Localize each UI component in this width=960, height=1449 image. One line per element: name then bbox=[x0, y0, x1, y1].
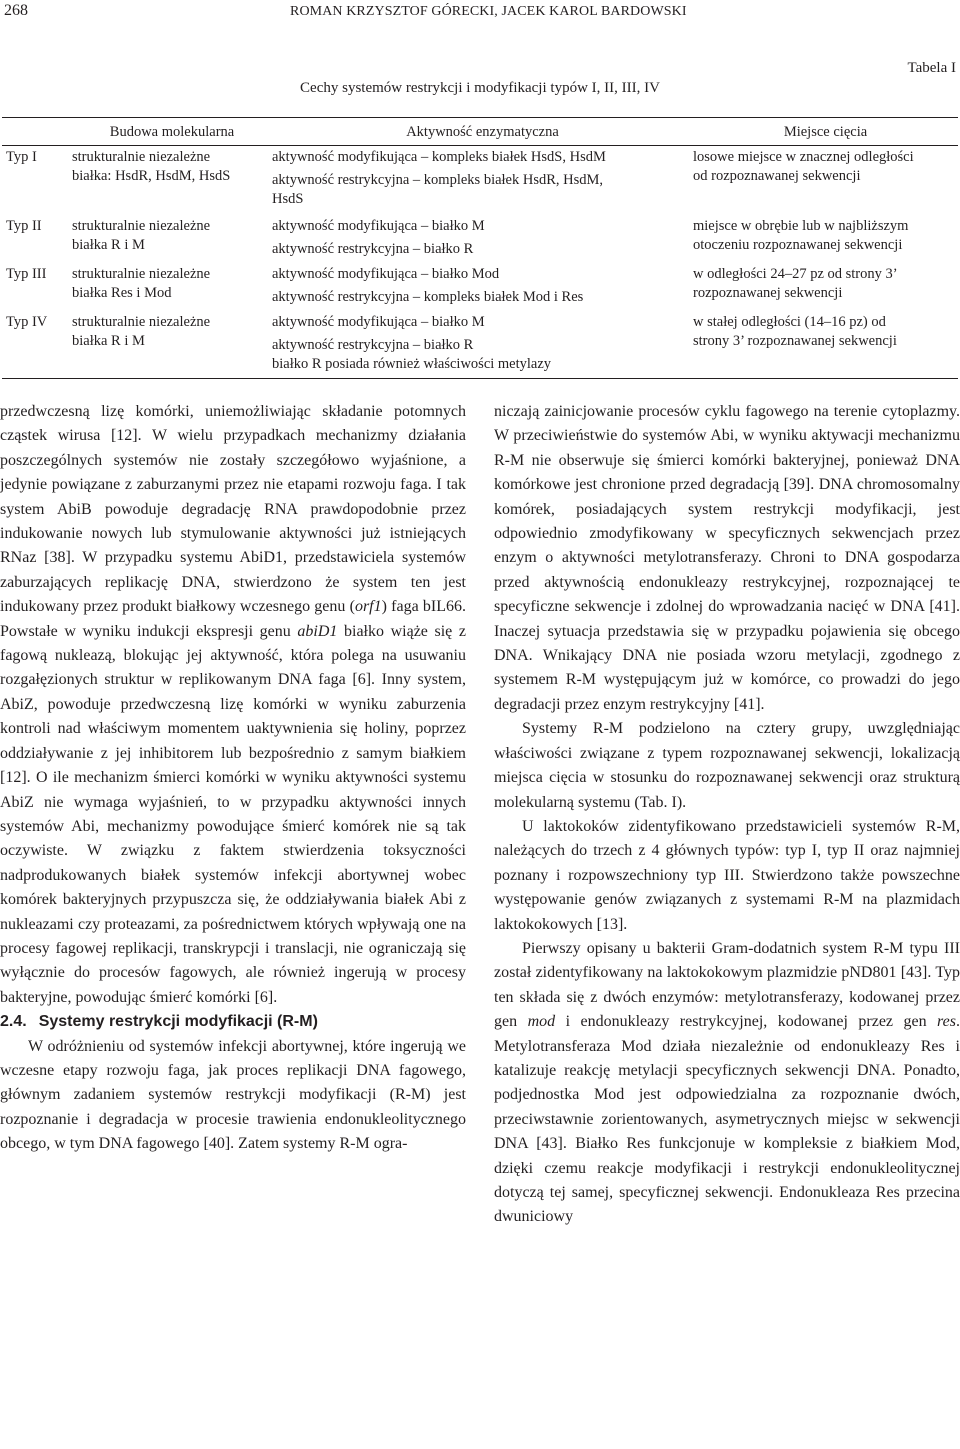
body-paragraph bbox=[0, 400, 466, 1010]
table-row bbox=[2, 307, 958, 379]
cell-type: Typ IV bbox=[6, 314, 48, 330]
cell-line: białka R i M bbox=[72, 333, 145, 349]
cell-line: strukturalnie niezależne bbox=[72, 149, 211, 165]
text-run: Pierwszy opisany u bakterii Gram-dodatnich system R-M typu III został zidentyfikowany na laktokokowym plazmidzie pND801 [43]. Typ ten składa się z dwóch enzymów: metylotransferazy, kodowanej przez gen bbox=[494, 939, 960, 1031]
page-number: 268 bbox=[4, 2, 28, 19]
body-paragraph: U laktokoków zidentyfikowano przedstawicieli systemów R-M, należących do trzech z 4 głównych typów: typ I, typ II oraz najmniej poznany i rozpowszechniony typ III. Stwierdzono także powszechne występowanie genów związanych z systemami R-M na plazmidach laktokokowych [13]. bbox=[494, 817, 960, 933]
cell-structure bbox=[72, 146, 272, 210]
cell-structure bbox=[72, 307, 272, 379]
table-header-row bbox=[2, 118, 958, 146]
cell-activity bbox=[272, 259, 693, 307]
column-header-cut-site: Miejsce cięcia bbox=[783, 124, 868, 140]
cell-line: HsdS bbox=[272, 191, 304, 207]
cell-line: aktywność modyfikująca – białko M bbox=[272, 218, 485, 234]
cell-line: od rozpoznawanej sekwencji bbox=[693, 168, 861, 184]
cell-line: aktywność restrykcyjna – kompleks białek HsdR, HsdM, bbox=[272, 172, 604, 188]
cell-line: strukturalnie niezależne bbox=[72, 266, 211, 282]
cell-line: w stałej odległości (14–16 pz) od bbox=[693, 314, 886, 330]
cell-line: aktywność modyfikująca – białko M bbox=[272, 314, 485, 330]
text-run: ) faga bIL66. Powstałe w wyniku indukcji ekspresji genu bbox=[0, 598, 466, 640]
table-title: Cechy systemów restrykcji i modyfikacji typów I, II, III, IV bbox=[300, 80, 660, 96]
table-row bbox=[2, 146, 958, 210]
rm-systems-table bbox=[2, 117, 958, 379]
table-row bbox=[2, 259, 958, 307]
cell-line: strukturalnie niezależne bbox=[72, 218, 211, 234]
cell-line: białka: HsdR, HsdM, HsdS bbox=[72, 168, 231, 184]
section-title: Systemy restrykcji modyfikacji (R-M) bbox=[38, 1013, 318, 1031]
table-label: Tabela I bbox=[907, 60, 956, 76]
text-run: białko wiąże się z fagową nukleazą, blokując jej aktywność, która polega na usuwaniu rozgałęzionych struktur w replikowanym DNA faga [6]. Inny system, AbiZ, powoduje przedwczesną lizę komórki w wyniku zaburzenia kontroli nad właściwym momentem uaktywnienia się holiny, poprzez oddziaływanie z jej inhibitorem lub bezpośrednio z samym białkiem [12]. O ile mechanizm śmierci komórki w wyniku aktywności systemu AbiZ nie wymaga wyjaśnień, to w przypadku aktywności innych systemów Abi, mechanizmy powodujące śmierć komórek nie są tak oczywiste. W związku z faktem stwierdzenia toksyczności nadprodukowanych białek systemów infekcji abortywnej wobec komórek bakteryjnych przypuszcza się, że oddziaływania białek Abi z nukleazami czy proteazami, za pośrednictwem których wpływają one na procesy fagowej replikacji, transkrypcji i translacji, nie ograniczają się wyłącznie do procesów fagowych, ale również ingerują w procesy bakteryjne, powodując śmierć komórki [6]. bbox=[0, 622, 466, 1006]
cell-type: Typ III bbox=[6, 266, 47, 282]
column-header-structure: Budowa molekularna bbox=[109, 124, 235, 140]
running-head-authors: ROMAN KRZYSZTOF GÓRECKI, JACEK KAROL BARDOWSKI bbox=[290, 4, 687, 19]
cell-cut-site bbox=[693, 209, 958, 259]
running-header bbox=[0, 0, 960, 30]
gene-name: mod bbox=[527, 1013, 556, 1031]
gene-name: res bbox=[937, 1013, 956, 1031]
cell-type: Typ I bbox=[6, 149, 37, 165]
cell-line: otoczeniu rozpoznawanej sekwencji bbox=[693, 237, 903, 253]
cell-line: losowe miejsce w znacznej odległości bbox=[693, 149, 914, 165]
cell-line: strony 3’ rozpoznawanej sekwencji bbox=[693, 333, 897, 349]
cell-cut-site bbox=[693, 259, 958, 307]
cell-type: Typ II bbox=[6, 218, 42, 234]
cell-activity bbox=[272, 307, 693, 379]
cell-line: aktywność restrykcyjna – kompleks białek Mod i Res bbox=[272, 289, 584, 305]
body-paragraph: Systemy R-M podzielono na cztery grupy, uwzględniając właściwości związane z typem rozpoznawanej sekwencji, lokalizacją miejsca cięcia w stosunku do rozpoznawanej sekwencji oraz strukturą molekularną systemu (Tab. I). bbox=[494, 720, 960, 811]
body-paragraph: niczają zainicjowanie procesów cyklu fagowego na terenie cytoplazmy. W przeciwieństwie do systemów Abi, w wyniku aktywacji mechanizmu R-M nie obserwuje się śmierci komórki bakteryjnej, ponieważ DNA komórkowe jest chronione przed degradacją [39]. DNA chromosomalny komórek, posiadających system restrykcji modyfikacji, jest odpowiednio zmodyfikowany w specyficznych sekwencjach przez enzym o aktywności metylotransferazy. Chroni to DNA gospodarza przed aktywnością endonukleazy restrykcyjnej, rozpoznającej te specyficzne sekwencje i zdolnej do wprowadzania nacięć w DNA [41]. Inaczej sytuacja przedstawia się w przypadku pojawienia się obcego DNA. Wnikający DNA nie posiada wzoru metylacji, zgodnego z systemem R-M występującym już w komórce, co prowadzi do jego degradacji przez enzym restrykcyjny [41]. bbox=[494, 403, 960, 713]
gene-name: orf1 bbox=[354, 598, 382, 616]
right-text-column bbox=[494, 400, 960, 1230]
cell-activity bbox=[272, 209, 693, 259]
gene-name: abiD1 bbox=[297, 622, 338, 640]
section-heading bbox=[0, 1010, 466, 1034]
cell-line: w odległości 24–27 pz od strony 3’ bbox=[693, 266, 898, 282]
cell-cut-site bbox=[693, 307, 958, 379]
column-header-activity: Aktywność enzymatyczna bbox=[406, 124, 559, 140]
text-run: przedwczesną lizę komórki, uniemożliwiając składanie potomnych cząstek wirusa [12]. W wielu przypadkach mechanizmy działania poszczególnych systemów nie zostały szczegółowo wyjaśnione, a jedynie powiązane z zaburzanymi przez nie etapami rozwoju faga. I tak system AbiB powoduje degradację RNA prawdopodobnie przez indukowanie nowych lub stymulowanie aktywności już istniejących RNaz [38]. W przypadku systemu AbiD1, przedstawiciela systemów zaburzających replikację DNA, stwierdzono że system ten jest indukowany przez produkt białkowy wczesnego genu ( bbox=[0, 403, 466, 616]
cell-structure bbox=[72, 259, 272, 307]
cell-line: aktywność modyfikująca – białko Mod bbox=[272, 266, 500, 282]
cell-activity bbox=[272, 146, 693, 210]
cell-line: rozpoznawanej sekwencji bbox=[693, 285, 843, 301]
cell-line: aktywność restrykcyjna – białko R bbox=[272, 241, 474, 257]
cell-line: strukturalnie niezależne bbox=[72, 314, 211, 330]
cell-line: aktywność restrykcyjna – białko R bbox=[272, 337, 474, 353]
body-paragraph bbox=[494, 937, 960, 1230]
cell-line: białka R i M bbox=[72, 237, 145, 253]
column-header-type bbox=[2, 118, 72, 146]
left-text-column bbox=[0, 400, 466, 1157]
table-row bbox=[2, 209, 958, 259]
cell-line: aktywność modyfikująca – kompleks białek HsdS, HsdM bbox=[272, 149, 606, 165]
text-run: . Metylotransferaza Mod działa niezależnie od endonukleazy Res i katalizuje reakcję metylacji specyficznych sekwencji DNA. Ponadto, podjednostka Mod jest odpowiedzialna za rozpoznanie dwóch, przeciwstawnie zorientowanych, asymetrycznych miejsc w sekwencji DNA [43]. Białko Res funkcjonuje w kompleksie z białkiem Mod, dzięki czemu reakcje modyfikacji i restrykcji endonukleolitycznej dotyczą tej samej, specyficznej sekwencji. Endonukleaza Res przecina dwuniciowy bbox=[494, 1013, 960, 1226]
section-number: 2.4. bbox=[0, 1013, 27, 1031]
cell-line: białko R posiada również właściwości metylazy bbox=[272, 356, 552, 372]
cell-line: białka Res i Mod bbox=[72, 285, 172, 301]
body-paragraph: W odróżnieniu od systemów infekcji abortywnej, które ingerują we wczesne etapy rozwoju faga, jak proces replikacji DNA fagowego, głównym zadaniem systemów restrykcji modyfikacji (R-M) jest rozpoznanie i degradacja w procesie trawienia endonukleolitycznego obcego, w tym DNA fagowego [40]. Zatem systemy R-M ogra- bbox=[0, 1037, 466, 1153]
text-run: i endonukleazy restrykcyjnej, kodowanej przez gen bbox=[555, 1013, 938, 1031]
cell-line: miejsce w obrębie lub w najbliższym bbox=[693, 218, 909, 234]
cell-structure bbox=[72, 209, 272, 259]
cell-cut-site bbox=[693, 146, 958, 210]
